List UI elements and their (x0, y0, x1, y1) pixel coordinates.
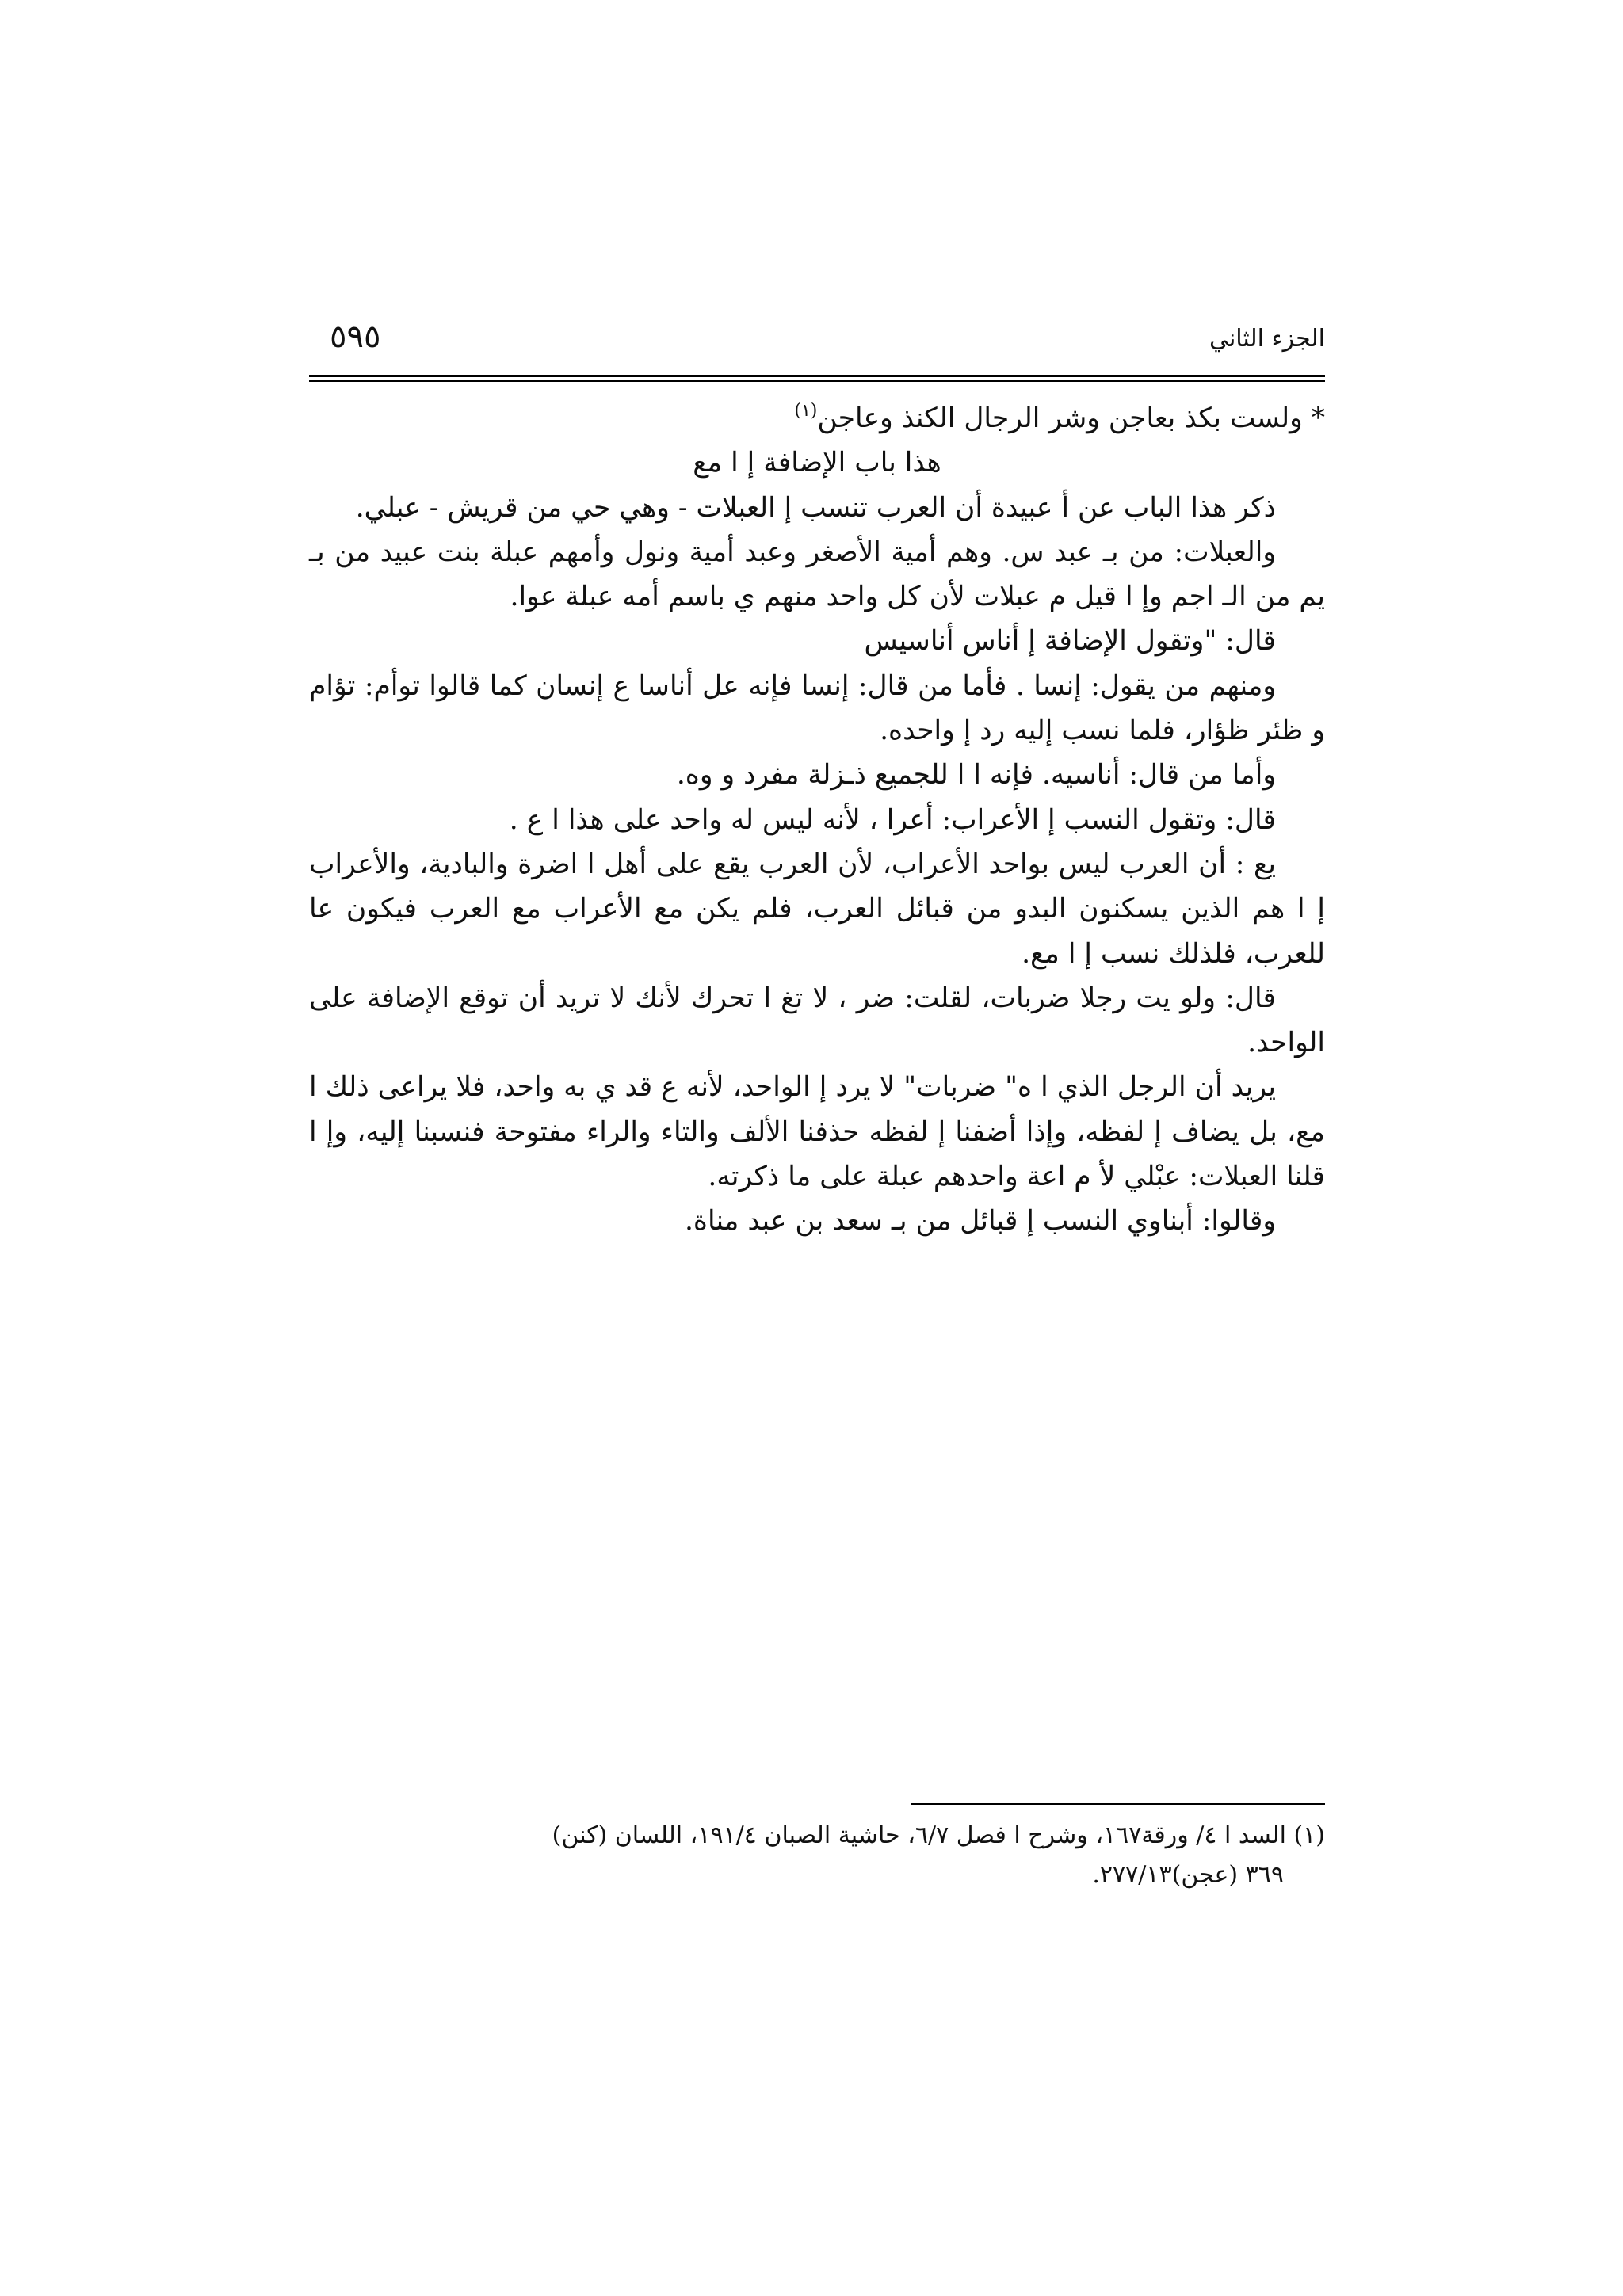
paragraph-8: قال: ولو يت رجلا ضربات، لقلت: ضر ، لا تغ ا تحرك لأنك لا تريد أن توقع الإضافة على الواحد. (309, 982, 1325, 1059)
paragraph-3: قال: "وتقول الإضافة إ أناس أناسيس (864, 625, 1276, 658)
running-head: الجزء الثاني (1209, 325, 1325, 353)
paragraph-10: وقالوا: أبناوي النسب إ قبائل من بـ سعد بن عبد مناة. (684, 1205, 1276, 1238)
chapter-title: هذا باب الإضافة إ ا مع (693, 447, 941, 479)
paragraph-6: قال: وتقول النسب إ الأعراب: أعرا ، لأنه ليس له واحد على هذا ا ع . (509, 803, 1276, 836)
document-page (309, 0, 1325, 2296)
verse-text: * ولست بكذ بعاجن وشر الرجال الكنذ وعاجن (817, 402, 1325, 434)
footnote-line-1: (١) السد ا ٤/ ورقة١٦٧، وشرح ا فصل ٦/٧، حاشية الصبان ١٩١/٤، اللسان (كنن) (552, 1821, 1325, 1849)
verse-line (309, 396, 1325, 441)
paragraph-1: ذكر هذا الباب عن أ عبيدة أن العرب تنسب إ العبلات - وهي حي من قريش - عبلي. (355, 491, 1276, 524)
paragraph-9: يريد أن الرجل الذي ا ه" ضربات" لا يرد إ الواحد، لأنه ع قد ي به واحد، فلا يراعى ذلك ا مع، بل يضاف إ لفظه، وإذا أضفنا إ لفظه حذفنا الألف والتاء والراء مفتوحة فنسبنا إليه، وإ ا قلنا العبلات: عبْلي لأ م اعة واحدهم عبلة على ما ذكرته. (309, 1071, 1325, 1193)
paragraph-4: ومنهم من يقول: إنسا . فأما من قال: إنسا فإنه عل أناسا ع إنسان كما قالوا توأم: تؤام و ظئر ظؤار، فلما نسب إليه رد إ واحده. (309, 669, 1325, 747)
paragraph-5: وأما من قال: أناسيه. فإنه ا ا للجميع ذـزلة مفرد و وه. (676, 759, 1276, 791)
paragraph-2: والعبلات: من بـ عبد س. وهم أمية الأصغر وعبد أمية ونول وأمهم عبلة بنت عبيد من بـ يم من الـ اجم وإ ا قيل م عبلات لأن كل واحد منهم ي باسم أمه عبلة عوا. (309, 536, 1325, 613)
footnote-marker: (١) (794, 401, 818, 421)
footnote-line-2: ٣٦٩ (عجن)٢٧٧/١٣. (1092, 1861, 1284, 1889)
paragraph-7: يع : أن العرب ليس بواحد الأعراب، لأن العرب يقع على أهل ا اضرة والبادية، والأعراب إ ا هم الذين يسكنون البدو من قبائل العرب، فلم يكن مع الأعراب مع العرب فيكون عا للعرب، فلذلك نسب إ ا مع. (309, 848, 1325, 970)
page-header (309, 318, 1325, 366)
footnote-rule (911, 1803, 1325, 1805)
body-text (309, 396, 1325, 1244)
page-number: ٥٩٥ (330, 318, 381, 355)
header-rule (309, 375, 1325, 382)
footnotes (309, 1816, 1325, 1895)
